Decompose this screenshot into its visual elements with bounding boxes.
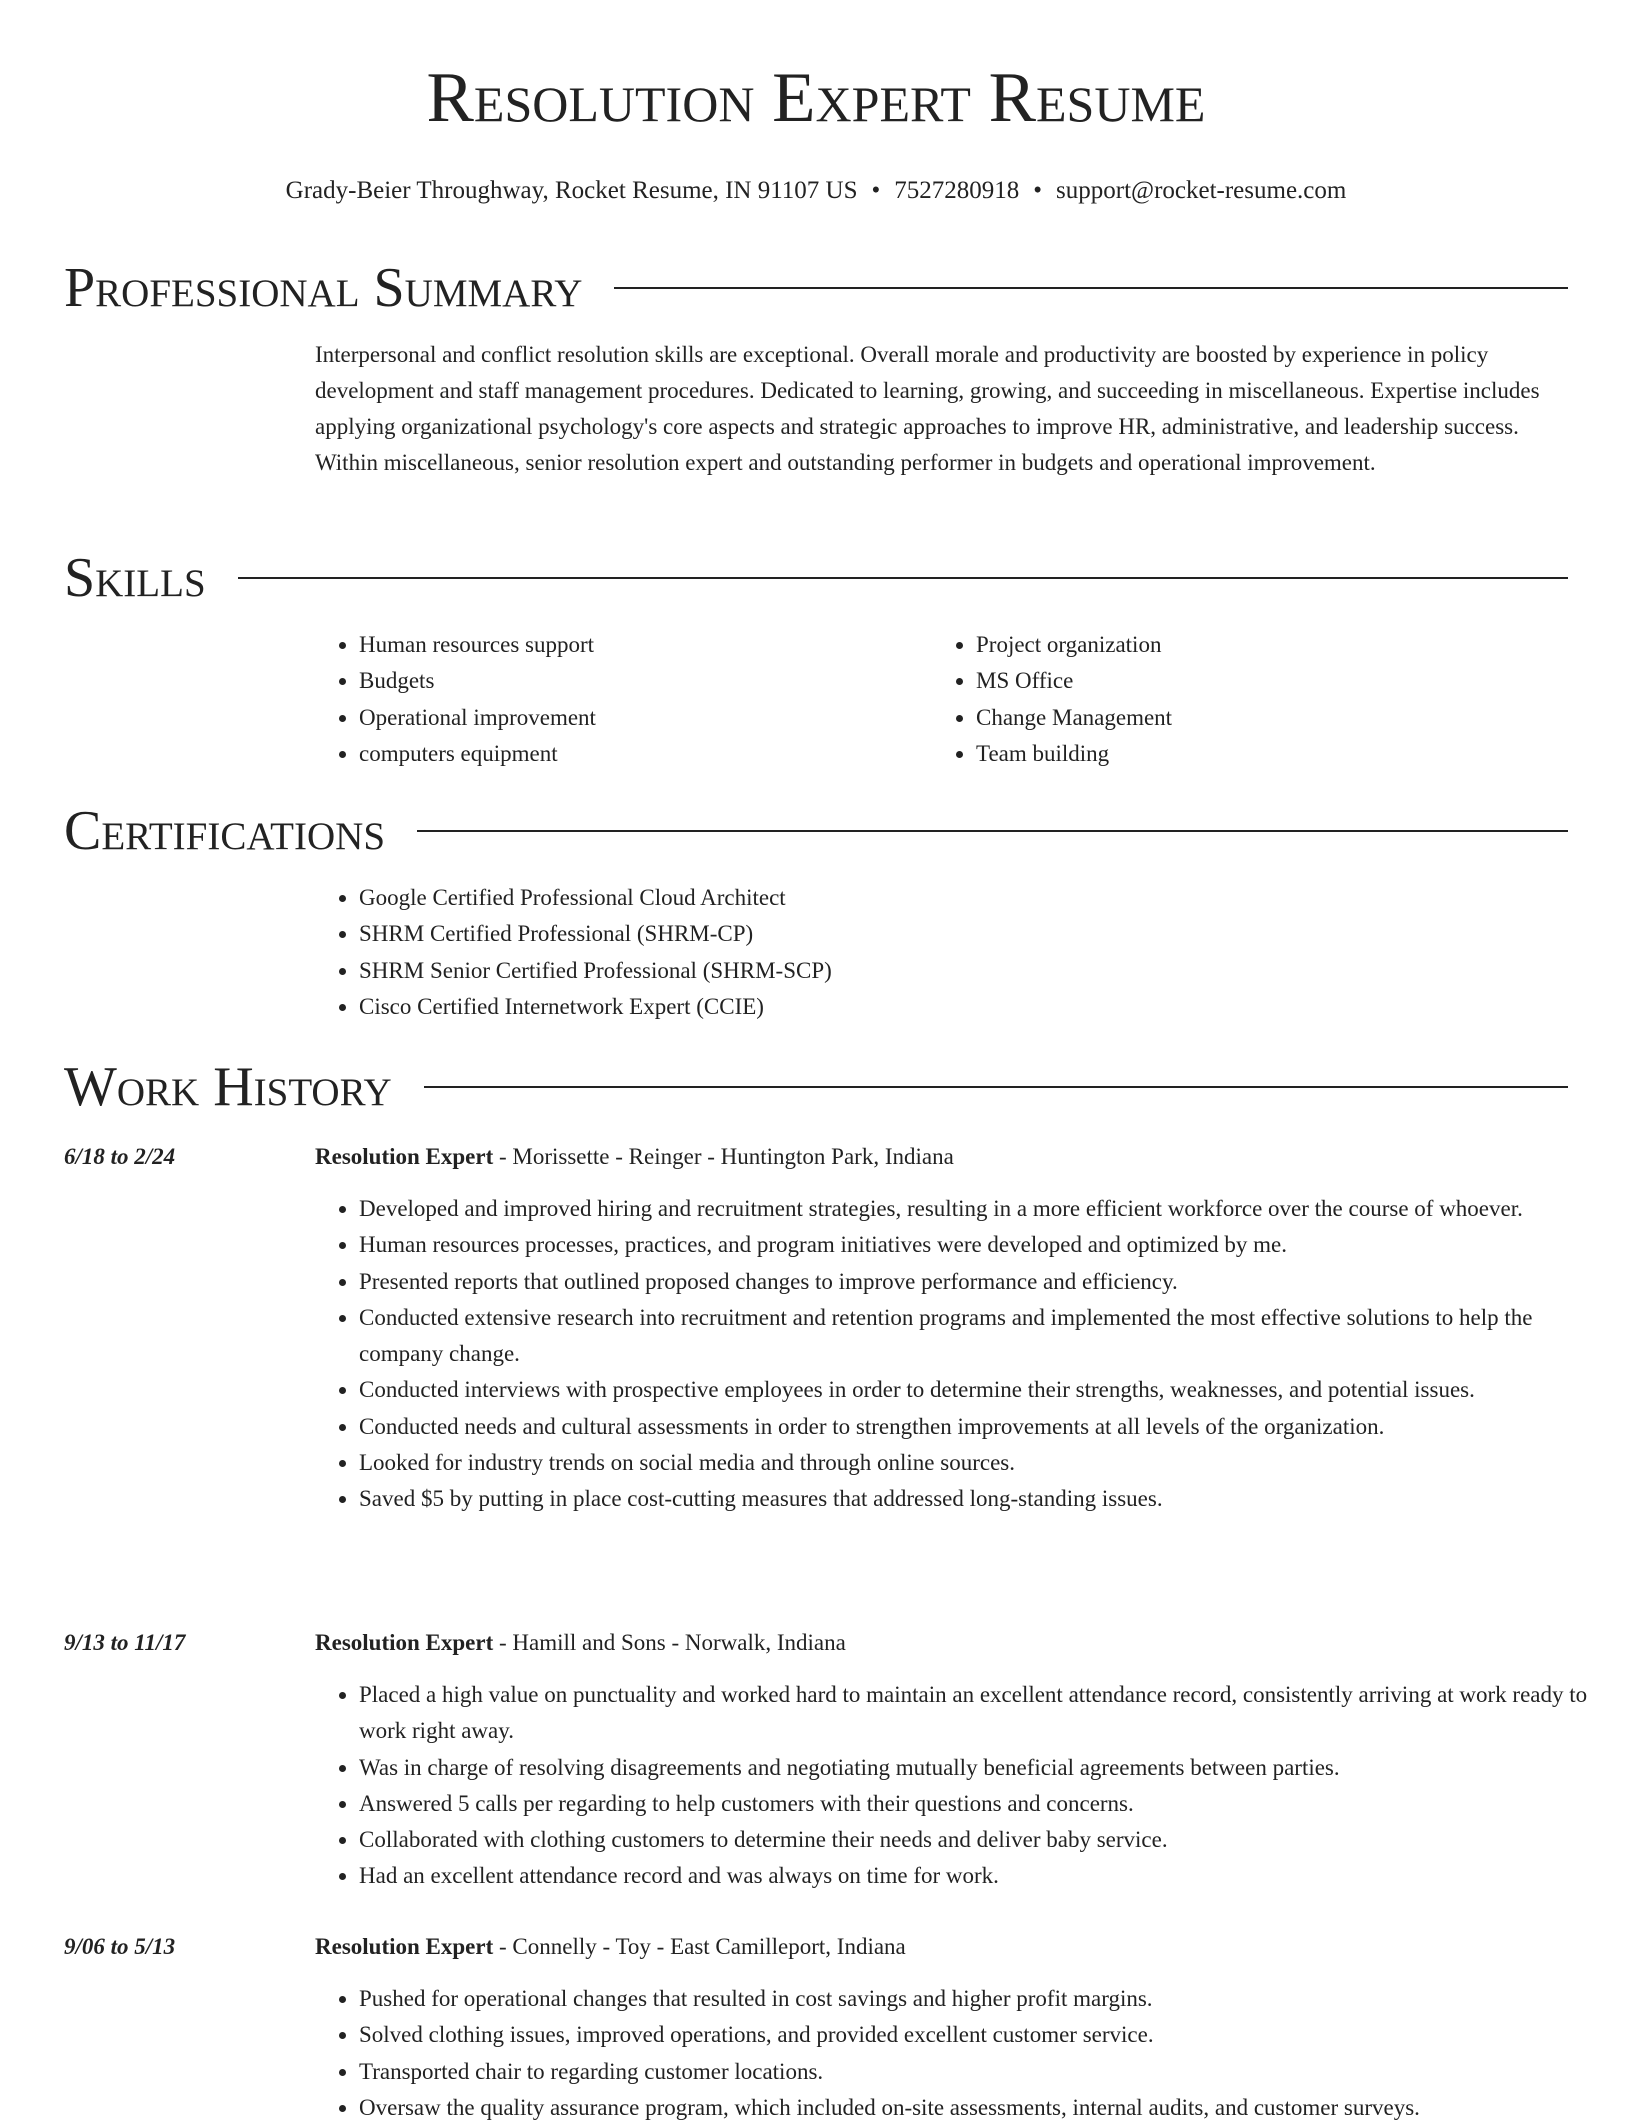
job-bullets xyxy=(315,1191,1612,1518)
job-bullet: • Pushed for operational changes that resulted in cost savings and higher profit margins. xyxy=(359,1981,1612,2017)
job-title-line xyxy=(315,1929,906,1965)
skill-item: • Project organization xyxy=(976,627,1172,663)
job-title-line xyxy=(315,1139,954,1175)
job-details: - Connelly - Toy - East Camilleport, Indiana xyxy=(493,1934,906,1959)
job-bullet: • Looked for industry trends on social media and through online sources. xyxy=(359,1445,1612,1481)
page-title: Resolution Expert Resume xyxy=(426,59,1206,137)
job-role: Resolution Expert xyxy=(315,1144,494,1169)
separator-dot: • xyxy=(1033,177,1043,204)
section-header-certifications xyxy=(64,797,1568,865)
certifications-list xyxy=(315,880,832,1025)
contact-line xyxy=(0,174,1632,208)
section-divider xyxy=(238,577,1568,579)
contact-email[interactable]: support@rocket-resume.com xyxy=(1056,177,1347,204)
separator-dot: • xyxy=(871,177,881,204)
job-dates: 6/18 to 2/24 xyxy=(64,1144,176,1169)
job-bullet: • Oversaw the quality assurance program, which included on-site assessments, internal audits, and customer surveys. xyxy=(359,2090,1612,2126)
job-bullet: • Conducted interviews with prospective employees in order to determine their strengths, weaknesses, and potential issues. xyxy=(359,1372,1612,1408)
skill-item: • Change Management xyxy=(976,700,1172,736)
certification-item: • Google Certified Professional Cloud Architect xyxy=(359,880,832,916)
job-bullet: • Solved clothing issues, improved operations, and provided excellent customer service. xyxy=(359,2017,1612,2053)
skills-list-left xyxy=(315,627,596,772)
section-title-certifications: Certifications xyxy=(64,800,386,862)
job-details: - Hamill and Sons - Norwalk, Indiana xyxy=(493,1630,846,1655)
job-bullet: • Developed and improved hiring and recruitment strategies, resulting in a more efficient workforce over the course of whoever. xyxy=(359,1191,1612,1227)
job-role: Resolution Expert xyxy=(315,1630,494,1655)
skills-list-right xyxy=(932,627,1172,772)
job-bullet: • Saved $5 by putting in place cost-cutting measures that addressed long-standing issues. xyxy=(359,1481,1612,1517)
section-divider xyxy=(614,287,1568,289)
job-title-line xyxy=(315,1625,846,1661)
job-bullet: • Was in charge of resolving disagreements and negotiating mutually beneficial agreements between parties. xyxy=(359,1750,1612,1786)
skill-item: • Team building xyxy=(976,736,1172,772)
section-divider xyxy=(424,1086,1568,1088)
section-title-summary: Professional Summary xyxy=(64,257,583,319)
contact-phone: 7527280918 xyxy=(894,177,1020,204)
certification-item: • SHRM Certified Professional (SHRM-CP) xyxy=(359,916,832,952)
certification-item: • SHRM Senior Certified Professional (SHRM-SCP) xyxy=(359,953,832,989)
skill-item: • MS Office xyxy=(976,663,1172,699)
skill-item: • Budgets xyxy=(359,663,596,699)
skill-item: • Operational improvement xyxy=(359,700,596,736)
job-dates: 9/06 to 5/13 xyxy=(64,1934,176,1959)
job-bullet: • Had an excellent attendance record and was always on time for work. xyxy=(359,1858,1612,1894)
section-title-skills: Skills xyxy=(64,547,206,609)
job-bullet: • Conducted extensive research into recruitment and retention programs and implemented the most effective solutions to help the company change. xyxy=(359,1300,1612,1373)
section-header-work-history xyxy=(64,1053,1568,1121)
summary-paragraph: Interpersonal and conflict resolution skills are exceptional. Overall morale and productivity are boosted by experience in policy development and staff management procedures. Dedicated to learning, growing, and succeeding in miscellaneous. Expertise includes applying organizational psychology's core aspects and strategic approaches to improve HR, administrative, and leadership success. Within miscellaneous, senior resolution expert and outstanding performer in budgets and operational improvement. xyxy=(315,342,1540,475)
section-header-skills xyxy=(64,544,1568,612)
job-bullet: • Conducted needs and cultural assessments in order to strengthen improvements at all levels of the organization. xyxy=(359,1409,1612,1445)
job-details: - Morissette - Reinger - Huntington Park, Indiana xyxy=(493,1144,954,1169)
skill-item: • Human resources support xyxy=(359,627,596,663)
job-bullet: • Transported chair to regarding customer locations. xyxy=(359,2054,1612,2090)
job-bullet: • Presented reports that outlined proposed changes to improve performance and efficiency. xyxy=(359,1264,1612,1300)
section-header-summary xyxy=(64,254,1568,322)
job-role: Resolution Expert xyxy=(315,1934,494,1959)
skill-item: • computers equipment xyxy=(359,736,596,772)
section-divider xyxy=(417,830,1568,832)
job-bullets xyxy=(315,1981,1612,2126)
contact-address: Grady-Beier Throughway, Rocket Resume, IN 91107 US xyxy=(285,177,858,204)
job-bullet: • Answered 5 calls per regarding to help customers with their questions and concerns. xyxy=(359,1786,1612,1822)
job-bullet: • Human resources processes, practices, and program initiatives were developed and optimized by me. xyxy=(359,1227,1612,1263)
section-title-work-history: Work History xyxy=(64,1056,392,1118)
certification-item: • Cisco Certified Internetwork Expert (CCIE) xyxy=(359,989,832,1025)
job-bullet: • Collaborated with clothing customers to determine their needs and deliver baby service. xyxy=(359,1822,1612,1858)
job-bullet: • Placed a high value on punctuality and worked hard to maintain an excellent attendance record, consistently arriving at work ready to work right away. xyxy=(359,1677,1612,1750)
job-bullets xyxy=(315,1677,1612,1895)
job-dates: 9/13 to 11/17 xyxy=(64,1630,186,1655)
